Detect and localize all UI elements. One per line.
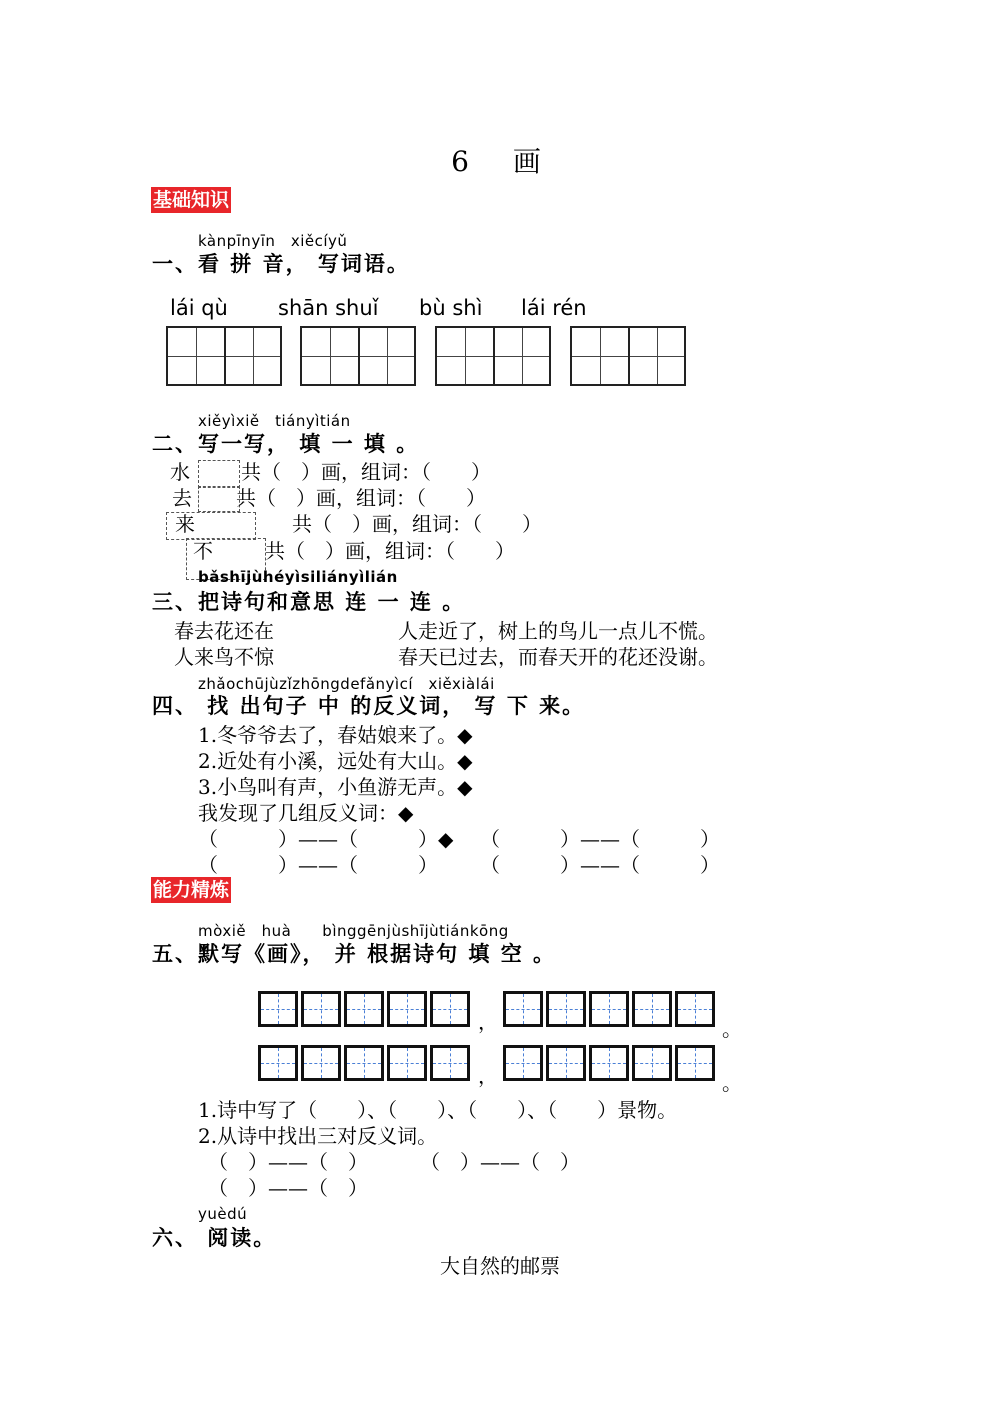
s4-item-3: 3.小鸟叫有声，小鱼游无声。◆: [198, 775, 473, 799]
poem-period-2: 。: [722, 1071, 742, 1095]
tian-grid-cell[interactable]: [493, 328, 549, 384]
tian-grid-cell[interactable]: [224, 328, 280, 384]
s5-q2-pair-2[interactable]: （ ）——（ ）: [420, 1150, 580, 1174]
s3-pinyin: bǎshījùhéyìsiliányìlián: [198, 568, 398, 586]
s4-item-4: 我发现了几组反义词：◆: [198, 801, 414, 825]
poem-line-2b[interactable]: [503, 1045, 718, 1081]
s3-right-2[interactable]: 春天已过去，而春天开的花还没谢。: [398, 645, 718, 669]
s5-q1[interactable]: 1.诗中写了（ ）、（ ）、（ ）、（ ）景物。: [198, 1098, 678, 1122]
s5-pinyin: mòxiě huà bìnggēnjùshījùtiánkōng: [198, 922, 509, 940]
poem-period-1: 。: [722, 1017, 742, 1041]
poem-cell[interactable]: [301, 991, 341, 1027]
section-tag-basic: 基础知识: [153, 189, 230, 211]
answer-box-4[interactable]: [570, 326, 686, 386]
s2-row-1[interactable]: 共（ ）画，组词：（ ）: [241, 460, 491, 484]
s2-char-2: 去: [172, 486, 192, 510]
s1-word-4: lái rén: [521, 296, 587, 320]
s3-heading: 三、把诗句和意思 连 一 连 。: [152, 590, 466, 614]
stroke-box: [198, 460, 240, 488]
s1-pinyin: kànpīnyīn xiěcíyǔ: [198, 232, 348, 250]
poem-cell[interactable]: [632, 1045, 672, 1081]
poem-cell[interactable]: [546, 991, 586, 1027]
s1-heading: 一、看 拼 音， 写词语。: [152, 252, 410, 276]
s4-pair-4[interactable]: （ ）——（ ）: [480, 853, 720, 877]
s2-pinyin: xiěyìxiě tiányìtián: [198, 412, 351, 430]
answer-box-3[interactable]: [435, 326, 551, 386]
poem-line-1a[interactable]: [258, 991, 473, 1027]
tian-grid-cell[interactable]: [628, 328, 684, 384]
poem-cell[interactable]: [387, 991, 427, 1027]
section-tag-ability: 能力精炼: [153, 879, 230, 901]
answer-box-2[interactable]: [300, 326, 416, 386]
poem-cell[interactable]: [675, 991, 715, 1027]
poem-cell[interactable]: [632, 991, 672, 1027]
tian-grid-cell[interactable]: [572, 328, 628, 384]
poem-comma-1: ，: [478, 1010, 498, 1034]
s6-pinyin: yuèdú: [198, 1205, 248, 1223]
s3-left-2[interactable]: 人来鸟不惊: [174, 645, 274, 669]
s4-pair-3[interactable]: （ ）——（ ）: [198, 853, 438, 877]
s1-word-1: lái qù: [170, 296, 228, 320]
s5-heading: 五、默写《画》， 并 根据诗句 填 空 。: [152, 942, 557, 966]
s1-word-3: bù shì: [419, 296, 483, 320]
poem-cell[interactable]: [503, 991, 543, 1027]
s3-left-1[interactable]: 春去花还在: [174, 619, 274, 643]
s1-word-2: shān shuǐ: [278, 296, 379, 320]
poem-cell[interactable]: [387, 1045, 427, 1081]
s4-heading: 四、 找 出句子 中 的反义词， 写 下 来。: [152, 694, 586, 718]
poem-cell[interactable]: [344, 991, 384, 1027]
tian-grid-cell[interactable]: [358, 328, 414, 384]
s4-pair-1[interactable]: （ ）——（ ）◆: [198, 827, 454, 851]
poem-cell[interactable]: [589, 1045, 629, 1081]
s2-row-2[interactable]: 共（ ）画，组词：（ ）: [236, 486, 486, 510]
s2-char-1: 水: [170, 460, 190, 484]
poem-line-1b[interactable]: [503, 991, 718, 1027]
s6-heading: 六、 阅读。: [152, 1226, 277, 1250]
s5-q2-pair-3[interactable]: （ ）——（ ）: [208, 1176, 368, 1200]
s4-pair-2[interactable]: （ ）——（ ）: [480, 827, 720, 851]
poem-cell[interactable]: [430, 1045, 470, 1081]
s3-right-1[interactable]: 人走近了，树上的鸟儿一点儿不慌。: [398, 619, 718, 643]
tian-grid-cell[interactable]: [302, 328, 358, 384]
poem-comma-2: ，: [478, 1064, 498, 1088]
s4-pinyin: zhǎochūjùzǐzhōngdefǎnyìcí xiěxiàlái: [198, 675, 495, 693]
poem-cell[interactable]: [589, 991, 629, 1027]
poem-cell[interactable]: [344, 1045, 384, 1081]
poem-cell[interactable]: [546, 1045, 586, 1081]
answer-box-1[interactable]: [166, 326, 282, 386]
poem-cell[interactable]: [301, 1045, 341, 1081]
s4-item-1: 1.冬爷爷去了，春姑娘来了。◆: [198, 723, 473, 747]
poem-cell[interactable]: [258, 991, 298, 1027]
poem-cell[interactable]: [258, 1045, 298, 1081]
s2-row-3[interactable]: 共（ ）画，组词：（ ）: [292, 512, 542, 536]
s2-char-3: 来: [175, 512, 195, 536]
poem-cell[interactable]: [675, 1045, 715, 1081]
s4-item-2: 2.近处有小溪，远处有大山。◆: [198, 749, 473, 773]
tian-grid-cell[interactable]: [168, 328, 224, 384]
tian-grid-cell[interactable]: [437, 328, 493, 384]
stroke-box: [198, 486, 240, 512]
reading-title: 大自然的邮票: [440, 1254, 560, 1278]
s5-q2-pair-1[interactable]: （ ）——（ ）: [208, 1150, 368, 1174]
s5-q2: 2.从诗中找出三对反义词。: [198, 1124, 438, 1148]
s2-row-4[interactable]: 共（ ）画，组词：（ ）: [265, 539, 515, 563]
poem-cell[interactable]: [430, 991, 470, 1027]
page-title: 6 画: [451, 145, 549, 178]
poem-cell[interactable]: [503, 1045, 543, 1081]
s2-heading: 二、写一写， 填 一 填 。: [152, 432, 420, 456]
s2-char-4: 不: [193, 539, 213, 563]
poem-line-2a[interactable]: [258, 1045, 473, 1081]
